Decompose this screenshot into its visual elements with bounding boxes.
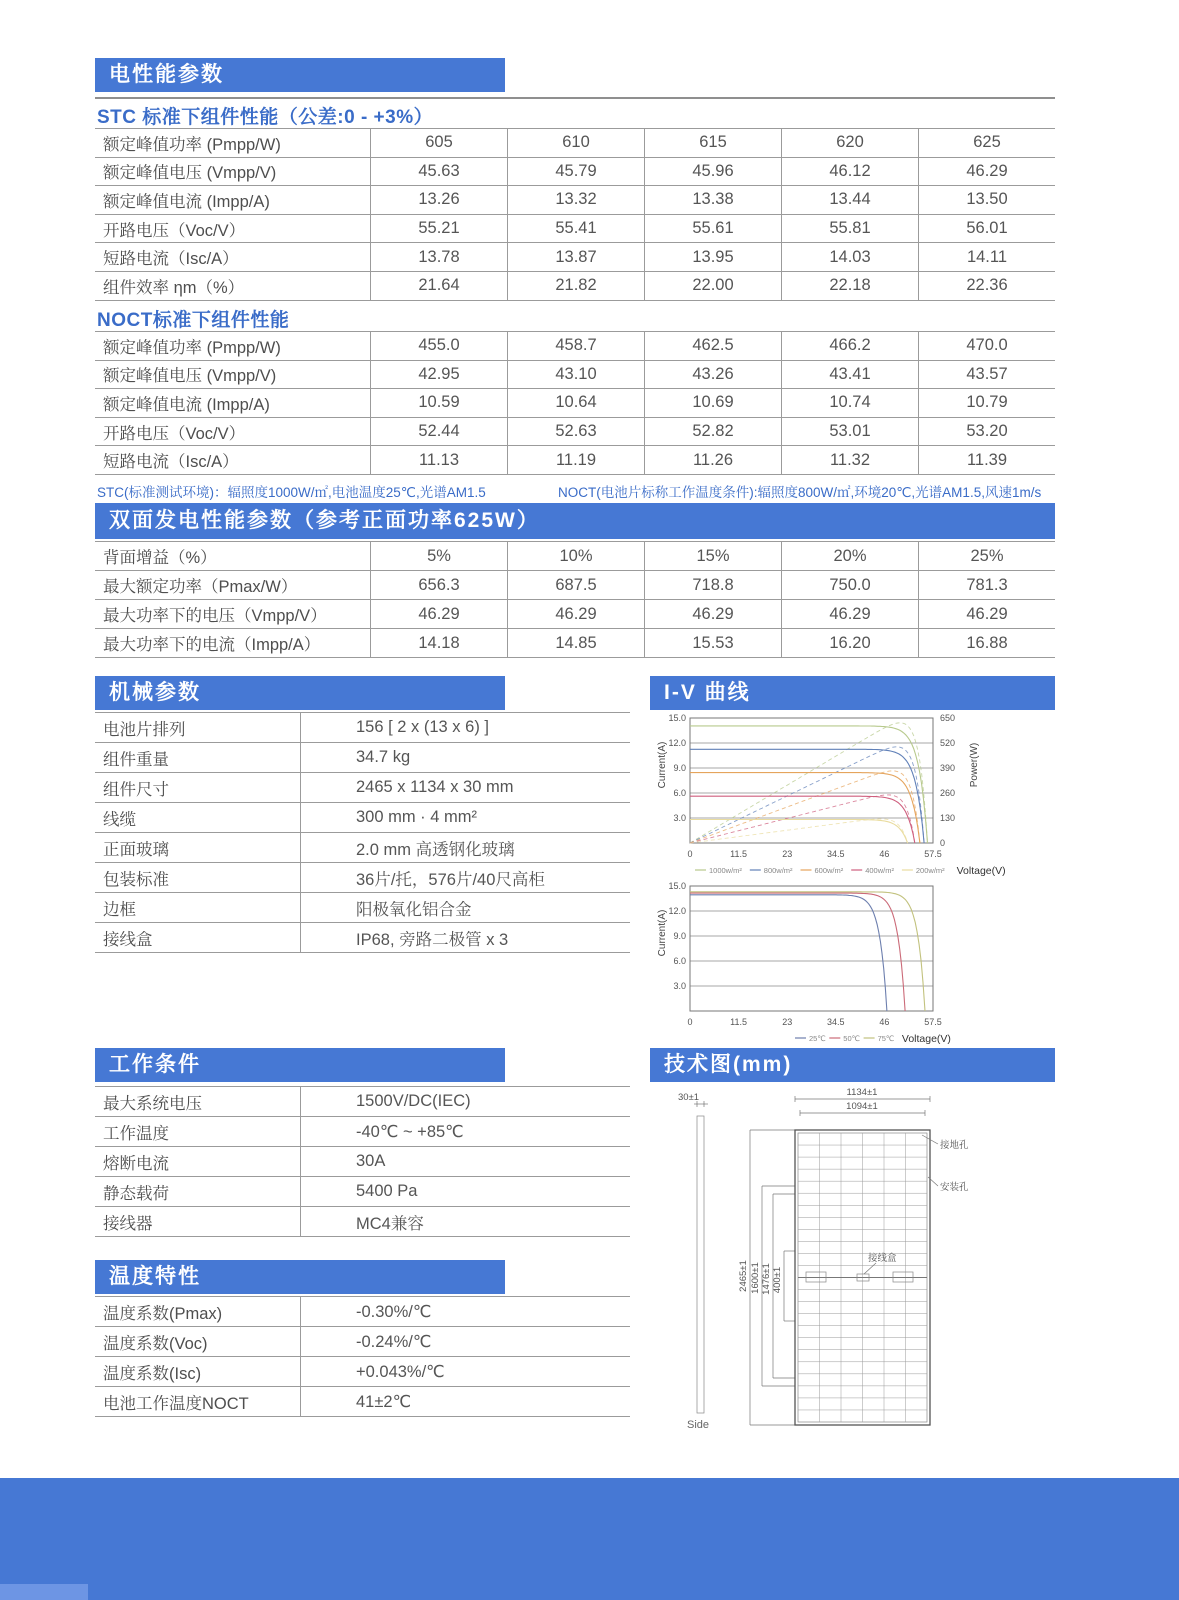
row-label: 温度系数(Pmax) [103, 1304, 223, 1323]
row-label: 最大功率下的电压（Vmpp/V） [103, 607, 327, 625]
cell-value: 5% [370, 542, 507, 570]
svg-text:50℃: 50℃ [843, 1034, 861, 1043]
cell-value: 22.36 [918, 272, 1055, 300]
section-header-technical-drawing: 技术图(mm) [650, 1048, 1055, 1082]
cell-value: 22.00 [644, 272, 781, 300]
cell-grid [798, 1133, 927, 1422]
iv-curve-temperature-chart [655, 878, 1055, 1050]
table-row [95, 1177, 630, 1207]
cell-value: 13.87 [507, 243, 644, 271]
cell-value: 43.10 [507, 361, 644, 389]
cell-value: 11.26 [644, 446, 781, 474]
cell-value: 1500V/DC(IEC) [300, 1087, 630, 1116]
table-row [95, 1297, 630, 1327]
cell-value: 16.88 [918, 629, 1055, 657]
cell-value: 55.61 [644, 215, 781, 243]
row-label: 背面增益（%） [103, 549, 217, 567]
section-header-temperature: 温度特性 [95, 1260, 505, 1294]
table-row [95, 332, 1055, 361]
technical-drawing [650, 1086, 1070, 1438]
cell-value: 620 [781, 129, 918, 157]
cell-value: -40℃ ~ +85℃ [300, 1117, 630, 1146]
cell-value: 625 [918, 129, 1055, 157]
table-row [95, 773, 630, 803]
cell-value: MC4兼容 [300, 1207, 630, 1236]
svg-text:1000w/m²: 1000w/m² [709, 866, 742, 875]
working-conditions-table [95, 1086, 630, 1237]
cell-value: 46.29 [918, 600, 1055, 628]
table-row [95, 542, 1055, 571]
cell-value: 156 [ 2 x (13 x 6) ] [300, 713, 630, 742]
cell-value: 46.29 [781, 600, 918, 628]
row-label: 组件尺寸 [103, 780, 169, 799]
dim-1600: 1600±1 [750, 1262, 761, 1294]
svg-text:25℃: 25℃ [809, 1034, 826, 1043]
cell-value: 52.44 [370, 418, 507, 446]
cell-value: 750.0 [781, 571, 918, 599]
cell-value: 55.41 [507, 215, 644, 243]
row-label: 温度系数(Isc) [103, 1364, 202, 1383]
cell-value: 5400 Pa [300, 1177, 630, 1206]
cell-value: 10.69 [644, 389, 781, 417]
row-label: 电池工作温度NOCT [103, 1394, 249, 1413]
cell-value: 11.32 [781, 446, 918, 474]
cell-value: 10.59 [370, 389, 507, 417]
cell-value: 43.41 [781, 361, 918, 389]
cell-value: 22.18 [781, 272, 918, 300]
svg-text:75℃: 75℃ [877, 1034, 895, 1043]
cell-value: 610 [507, 129, 644, 157]
svg-text:12.0: 12.0 [668, 906, 686, 916]
divider [95, 97, 1055, 99]
svg-text:46: 46 [879, 1017, 890, 1027]
table-row [95, 803, 630, 833]
table-row [95, 1087, 630, 1117]
row-label: 包装标准 [103, 870, 169, 889]
cell-value: 20% [781, 542, 918, 570]
table-row [95, 389, 1055, 418]
row-label: 开路电压（Voc/V） [103, 221, 246, 240]
row-label: 电池片排列 [103, 720, 186, 739]
cell-value: 470.0 [918, 332, 1055, 360]
cell-value: 46.29 [918, 158, 1055, 186]
svg-text:400w/m²: 400w/m² [865, 866, 894, 875]
noct-footnote: NOCT(电池片标称工作温度条件):辐照度800W/㎡,环境20℃,光谱AM1.5,风速1m/s [558, 485, 1042, 500]
row-label: 边框 [103, 900, 136, 919]
table-row [95, 1327, 630, 1357]
cell-value: 45.63 [370, 158, 507, 186]
cell-value: 14.85 [507, 629, 644, 657]
row-label: 最大系统电压 [103, 1094, 202, 1113]
cell-value: 15% [644, 542, 781, 570]
cell-value: -0.30%/℃ [300, 1297, 630, 1326]
cell-value: 687.5 [507, 571, 644, 599]
dim-height-outer: 2465±1 [738, 1260, 749, 1292]
noct-subtitle: NOCT标准下组件性能 [97, 310, 290, 331]
svg-text:6.0: 6.0 [673, 788, 686, 798]
cell-value: 10% [507, 542, 644, 570]
row-label: 短路电流（Isc/A） [103, 250, 239, 269]
cell-value: 16.20 [781, 629, 918, 657]
table-row [95, 1207, 630, 1237]
section-header-iv-curves: I-V 曲线 [650, 676, 1055, 710]
svg-text:Power(W): Power(W) [969, 742, 980, 788]
row-label: 静态载荷 [103, 1184, 169, 1203]
row-label: 额定峰值功率 (Pmpp/W) [103, 135, 281, 154]
svg-text:260: 260 [940, 788, 956, 798]
cell-value: 13.95 [644, 243, 781, 271]
cell-value: 43.26 [644, 361, 781, 389]
svg-text:3.0: 3.0 [673, 813, 686, 823]
cell-value: 605 [370, 129, 507, 157]
cell-value: 615 [644, 129, 781, 157]
svg-text:46: 46 [879, 849, 890, 859]
cell-value: 14.11 [918, 243, 1055, 271]
mechanical-table [95, 712, 630, 953]
cell-value: 55.81 [781, 215, 918, 243]
cell-value: IP68, 旁路二极管 x 3 [300, 923, 630, 952]
svg-text:34.5: 34.5 [827, 849, 845, 859]
row-label: 温度系数(Voc) [103, 1334, 208, 1353]
svg-text:Voltage(V): Voltage(V) [956, 865, 1006, 877]
section-header-mechanical: 机械参数 [95, 676, 505, 710]
table-row [95, 1387, 630, 1417]
svg-text:Current(A): Current(A) [657, 909, 668, 957]
svg-text:390: 390 [940, 763, 956, 773]
cell-value: 25% [918, 542, 1055, 570]
row-label: 熔断电流 [103, 1154, 169, 1173]
cell-value: 21.64 [370, 272, 507, 300]
table-row [95, 418, 1055, 447]
cell-value: 阳极氧化铝合金 [300, 893, 630, 922]
svg-text:12.0: 12.0 [668, 738, 686, 748]
cell-value: 2.0 mm 高透钢化玻璃 [300, 833, 630, 862]
cell-value: 34.7 kg [300, 743, 630, 772]
mount-hole-label: 安装孔 [940, 1182, 969, 1193]
svg-text:11.5: 11.5 [730, 1017, 748, 1027]
cell-value: 53.01 [781, 418, 918, 446]
dim-400: 400±1 [772, 1266, 783, 1294]
row-label: 正面玻璃 [103, 840, 169, 859]
cell-value: 36片/托，576片/40尺高柜 [300, 863, 630, 892]
cell-value: 10.79 [918, 389, 1055, 417]
row-label: 线缆 [103, 810, 136, 829]
cell-value: 2465 x 1134 x 30 mm [300, 773, 630, 802]
svg-text:34.5: 34.5 [827, 1017, 845, 1027]
svg-text:15.0: 15.0 [668, 713, 686, 723]
cell-value: 43.57 [918, 361, 1055, 389]
table-row [95, 1117, 630, 1147]
cell-value: 30A [300, 1147, 630, 1176]
cell-value: 15.53 [644, 629, 781, 657]
svg-text:Voltage(V): Voltage(V) [901, 1033, 951, 1045]
cell-value: 300 mm · 4 mm² [300, 803, 630, 832]
cell-value: 13.32 [507, 186, 644, 214]
stc-subtitle: STC 标准下组件性能（公差:0 - +3%） [97, 107, 434, 128]
row-label: 接线盒 [103, 930, 153, 949]
cell-value: 14.03 [781, 243, 918, 271]
svg-text:6.0: 6.0 [673, 956, 686, 966]
svg-text:Current(A): Current(A) [657, 741, 668, 789]
svg-text:0: 0 [687, 849, 693, 859]
svg-text:520: 520 [940, 738, 956, 748]
cell-value: 46.12 [781, 158, 918, 186]
cell-value: 462.5 [644, 332, 781, 360]
cell-value: 13.26 [370, 186, 507, 214]
table-row [95, 600, 1055, 629]
side-view-bar [697, 1116, 704, 1413]
table-row [95, 743, 630, 773]
noct-table [95, 331, 1055, 475]
side-view-label: Side [687, 1419, 710, 1431]
svg-text:0: 0 [940, 838, 946, 848]
cell-value: 11.39 [918, 446, 1055, 474]
row-label: 额定峰值功率 (Pmpp/W) [103, 338, 281, 357]
row-label: 额定峰值电压 (Vmpp/V) [103, 367, 277, 386]
cell-value: 46.29 [507, 600, 644, 628]
cell-value: 13.44 [781, 186, 918, 214]
row-label: 最大功率下的电流（Impp/A） [103, 636, 321, 654]
svg-text:200w/m²: 200w/m² [915, 866, 945, 875]
table-row [95, 215, 1055, 244]
ground-hole-label: 接地孔 [940, 1140, 969, 1151]
row-label: 额定峰值电流 (Impp/A) [103, 395, 270, 414]
cell-value: 13.50 [918, 186, 1055, 214]
table-row [95, 923, 630, 953]
cell-value: 13.78 [370, 243, 507, 271]
table-row [95, 186, 1055, 215]
svg-text:600w/m²: 600w/m² [814, 866, 844, 875]
cell-value: 41±2℃ [300, 1387, 630, 1416]
cell-value: -0.24%/℃ [300, 1327, 630, 1356]
svg-text:9.0: 9.0 [673, 931, 686, 941]
table-row [95, 713, 630, 743]
cell-value: 718.8 [644, 571, 781, 599]
table-row [95, 863, 630, 893]
table-row [95, 629, 1055, 658]
dim-width-outer: 1134±1 [846, 1087, 878, 1098]
cell-value: 55.21 [370, 215, 507, 243]
table-row [95, 361, 1055, 390]
stc-table [95, 128, 1055, 301]
section-header-electrical: 电性能参数 [95, 58, 505, 92]
iv-curve-irradiance-chart [655, 710, 1055, 882]
cell-value: 42.95 [370, 361, 507, 389]
row-label: 工作温度 [103, 1124, 169, 1143]
dim-1476: 1476±1 [761, 1263, 772, 1295]
cell-value: 53.20 [918, 418, 1055, 446]
cell-value: 10.64 [507, 389, 644, 417]
cell-value: 466.2 [781, 332, 918, 360]
cell-value: 10.74 [781, 389, 918, 417]
table-row [95, 1357, 630, 1387]
svg-text:15.0: 15.0 [668, 881, 686, 891]
svg-text:3.0: 3.0 [673, 981, 686, 991]
footer-corner-accent [0, 1584, 88, 1600]
svg-text:57.5: 57.5 [924, 849, 942, 859]
cell-value: 46.29 [370, 600, 507, 628]
table-row [95, 243, 1055, 272]
table-row [95, 158, 1055, 187]
svg-text:130: 130 [940, 813, 956, 823]
cell-value: 11.19 [507, 446, 644, 474]
bifacial-table [95, 541, 1055, 658]
cell-value: 56.01 [918, 215, 1055, 243]
table-row [95, 272, 1055, 301]
temperature-table [95, 1296, 630, 1417]
cell-value: 46.29 [644, 600, 781, 628]
svg-text:0: 0 [687, 1017, 693, 1027]
section-header-working-conditions: 工作条件 [95, 1048, 505, 1082]
row-label: 短路电流（Isc/A） [103, 453, 239, 472]
cell-value: 11.13 [370, 446, 507, 474]
stc-footnote: STC(标准测试环境)：辐照度1000W/㎡,电池温度25℃,光谱AM1.5 [97, 485, 486, 500]
table-row [95, 129, 1055, 158]
svg-text:23: 23 [782, 1017, 793, 1027]
cell-value: +0.043%/℃ [300, 1357, 630, 1386]
row-label: 组件效率 ηm（%） [103, 278, 245, 297]
dim-thickness: 30±1 [678, 1092, 700, 1103]
svg-text:11.5: 11.5 [730, 849, 748, 859]
dim-width-inner: 1094±1 [846, 1101, 878, 1112]
table-row [95, 1147, 630, 1177]
row-label: 额定峰值电流 (Impp/A) [103, 192, 270, 211]
cell-value: 52.82 [644, 418, 781, 446]
cell-value: 14.18 [370, 629, 507, 657]
cell-value: 13.38 [644, 186, 781, 214]
junction-box-label: 接线盒 [868, 1253, 897, 1264]
row-label: 额定峰值电压 (Vmpp/V) [103, 164, 277, 183]
cell-value: 458.7 [507, 332, 644, 360]
svg-text:9.0: 9.0 [673, 763, 686, 773]
cell-value: 21.82 [507, 272, 644, 300]
table-row [95, 893, 630, 923]
table-row [95, 446, 1055, 475]
cell-value: 52.63 [507, 418, 644, 446]
table-row [95, 571, 1055, 600]
cell-value: 781.3 [918, 571, 1055, 599]
row-label: 最大额定功率（Pmax/W） [103, 578, 298, 596]
row-label: 组件重量 [103, 750, 169, 769]
row-label: 开路电压（Voc/V） [103, 424, 246, 443]
cell-value: 455.0 [370, 332, 507, 360]
cell-value: 45.96 [644, 158, 781, 186]
footer-band [0, 1478, 1179, 1600]
svg-text:23: 23 [782, 849, 793, 859]
row-label: 接线器 [103, 1214, 153, 1233]
svg-text:57.5: 57.5 [924, 1017, 942, 1027]
section-header-bifacial: 双面发电性能参数（参考正面功率625W） [95, 503, 1055, 539]
table-row [95, 833, 630, 863]
svg-text:650: 650 [940, 713, 956, 723]
svg-text:800w/m²: 800w/m² [763, 866, 793, 875]
cell-value: 656.3 [370, 571, 507, 599]
cell-value: 45.79 [507, 158, 644, 186]
